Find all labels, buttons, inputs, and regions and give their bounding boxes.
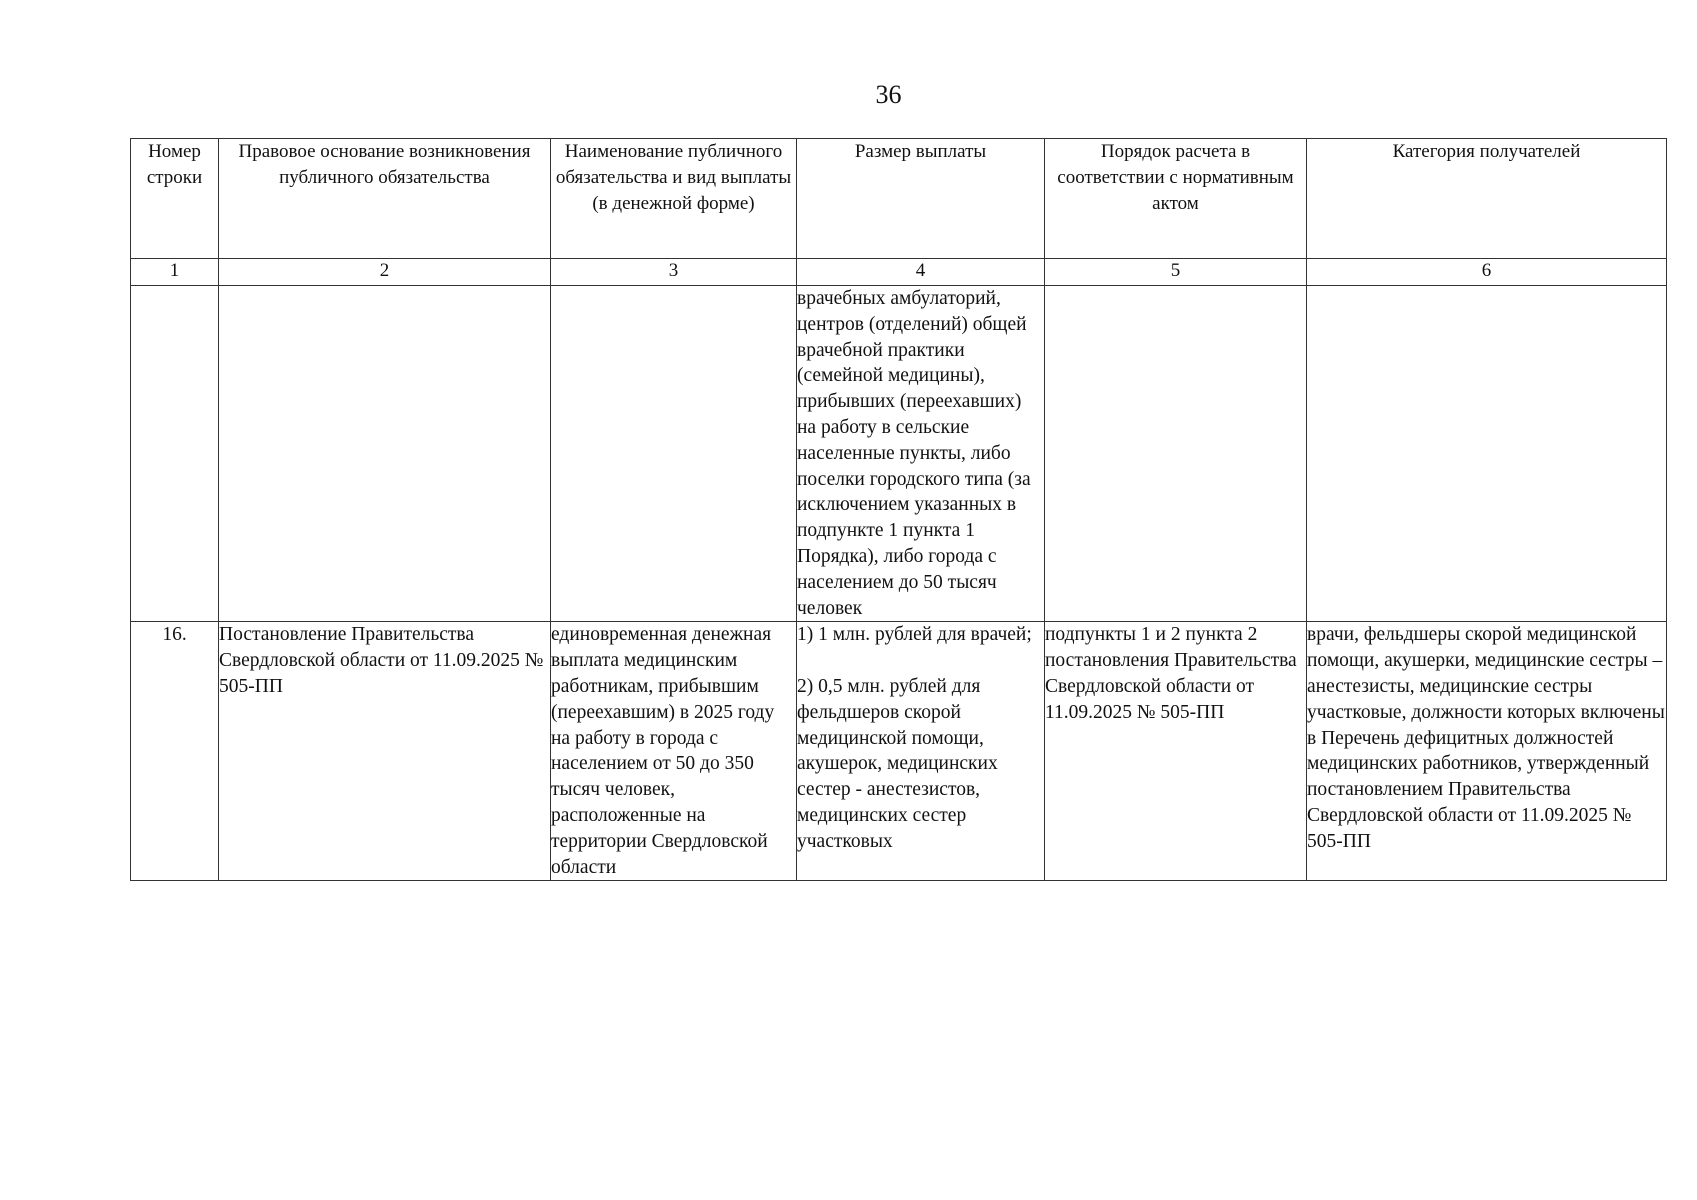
public-obligations-table bbox=[130, 138, 1667, 881]
amount-cell bbox=[797, 622, 1045, 881]
empty-cell bbox=[1307, 286, 1667, 622]
header-legal-basis: Правовое основание возникновения публичного обязательства bbox=[219, 139, 551, 259]
header-row bbox=[131, 139, 1667, 259]
table-row-16 bbox=[131, 622, 1667, 881]
column-number: 6 bbox=[1307, 259, 1667, 286]
continuation-amount-cell: врачебных амбулаторий, центров (отделений) общей врачебной практики (семейной медицины), прибывших (переехавших) на работу в сельские населенные пункты, либо поселки городского типа (за исключением указанных в подпункте 1 пункта 1 Порядка), либо города с населением до 50 тысяч человек bbox=[797, 286, 1045, 622]
empty-cell bbox=[551, 286, 797, 622]
header-amount: Размер выплаты bbox=[797, 139, 1045, 259]
spacer bbox=[797, 648, 1044, 674]
row-number: 16. bbox=[131, 622, 219, 881]
column-number: 2 bbox=[219, 259, 551, 286]
payment-name-cell: единовременная денежная выплата медицинским работникам, прибывшим (переехавшим) в 2025 году на работу в города с населением от 50 до 350 тысяч человек, расположенные на территории Свердловской области bbox=[551, 622, 797, 881]
column-number: 3 bbox=[551, 259, 797, 286]
header-calculation: Порядок расчета в соответствии с нормативным актом bbox=[1045, 139, 1307, 259]
header-recipients: Категория получателей bbox=[1307, 139, 1667, 259]
recipients-cell: врачи, фельдшеры скорой медицинской помощи, акушерки, медицинские сестры – анестезисты, медицинские сестры участковые, должности которых включены в Перечень дефицитных должностей медицинских работников, утвержденный постановлением Правительства Свердловской области от 11.09.2025 № 505-ПП bbox=[1307, 622, 1667, 881]
header-row-number: Номер строки bbox=[131, 139, 219, 259]
empty-cell bbox=[219, 286, 551, 622]
header-payment-name: Наименование публичного обязательства и вид выплаты (в денежной форме) bbox=[551, 139, 797, 259]
legal-basis-cell: Постановление Правительства Свердловской области от 11.09.2025 № 505-ПП bbox=[219, 622, 551, 881]
column-number: 5 bbox=[1045, 259, 1307, 286]
column-number: 4 bbox=[797, 259, 1045, 286]
calculation-cell: подпункты 1 и 2 пункта 2 постановления Правительства Свердловской области от 11.09.2025 № 505-ПП bbox=[1045, 622, 1307, 881]
amount-item: 2) 0,5 млн. рублей для фельдшеров скорой медицинской помощи, акушерок, медицинских сестер - анестезистов, медицинских сестер участковых bbox=[797, 675, 998, 852]
page-number: 36 bbox=[875, 80, 902, 109]
empty-cell bbox=[131, 286, 219, 622]
column-number-row bbox=[131, 259, 1667, 286]
empty-cell bbox=[1045, 286, 1307, 622]
amount-item: 1) 1 млн. рублей для врачей; bbox=[797, 624, 1032, 646]
column-number: 1 bbox=[131, 259, 219, 286]
table-row-continuation bbox=[131, 286, 1667, 622]
